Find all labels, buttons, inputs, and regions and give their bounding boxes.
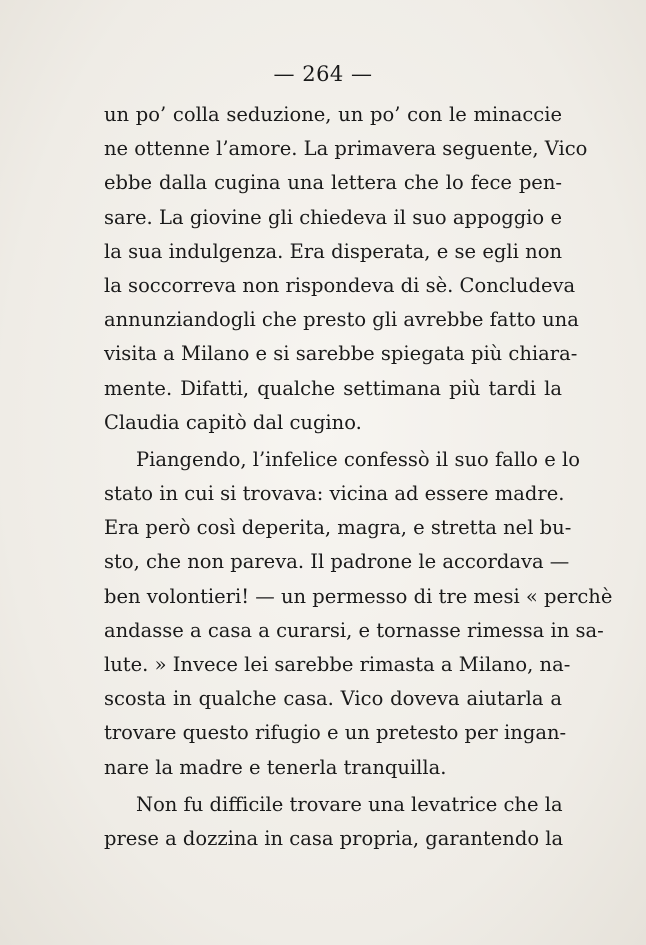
text-line: sare. La giovine gli chiedeva il suo appoggio e xyxy=(104,205,562,229)
text-line: sto, che non pareva. Il padrone le accordava — xyxy=(104,550,570,574)
text-line: ebbe dalla cugina una lettera che lo fece pen- xyxy=(104,171,562,195)
text-line: la soccorreva non rispondeva di sè. Concludeva xyxy=(104,273,576,297)
text-line: andasse a casa a curarsi, e tornasse rimessa in sa- xyxy=(104,618,604,642)
text-line: ben volontieri! — un permesso di tre mesi « perchè xyxy=(104,584,613,608)
text-line: mente. Difatti, qualche settimana più tardi la xyxy=(104,376,562,400)
text-line: Claudia capitò dal cugino. xyxy=(104,410,362,434)
paragraph-2 xyxy=(104,443,613,785)
text-line: visita a Milano e si sarebbe spiegata più chiara- xyxy=(104,342,578,366)
text-line: annunziandogli che presto gli avrebbe fatto una xyxy=(104,308,579,332)
paragraph-1 xyxy=(104,98,588,440)
paragraph-3 xyxy=(104,788,562,856)
text-line: Non fu difficile trovare una levatrice che la xyxy=(136,792,563,816)
text-line: Piangendo, l’infelice confessò il suo fallo e lo xyxy=(136,447,580,471)
text-line: stato in cui si trovava: vicina ad essere madre. xyxy=(104,482,565,506)
text-line: la sua indulgenza. Era disperata, e se egli non xyxy=(104,239,562,263)
text-line: prese a dozzina in casa propria, garantendo la xyxy=(104,826,564,850)
text-line: un po’ colla seduzione, un po’ con le minaccie xyxy=(104,103,562,126)
text-line: ne ottenne l’amore. La primavera seguente, Vico xyxy=(104,137,588,161)
text-line: trovare questo rifugio e un pretesto per ingan- xyxy=(104,721,567,745)
text-line: scosta in qualche casa. Vico doveva aiutarla a xyxy=(104,687,562,711)
text-line: Era però così deperita, magra, e stretta nel bu- xyxy=(104,516,572,540)
text-line: nare la madre e tenerla tranquilla. xyxy=(104,755,447,779)
page-number: — 264 — xyxy=(273,62,373,86)
body-text xyxy=(104,98,613,856)
text-line: lute. » Invece lei sarebbe rimasta a Milano, na- xyxy=(104,653,571,676)
